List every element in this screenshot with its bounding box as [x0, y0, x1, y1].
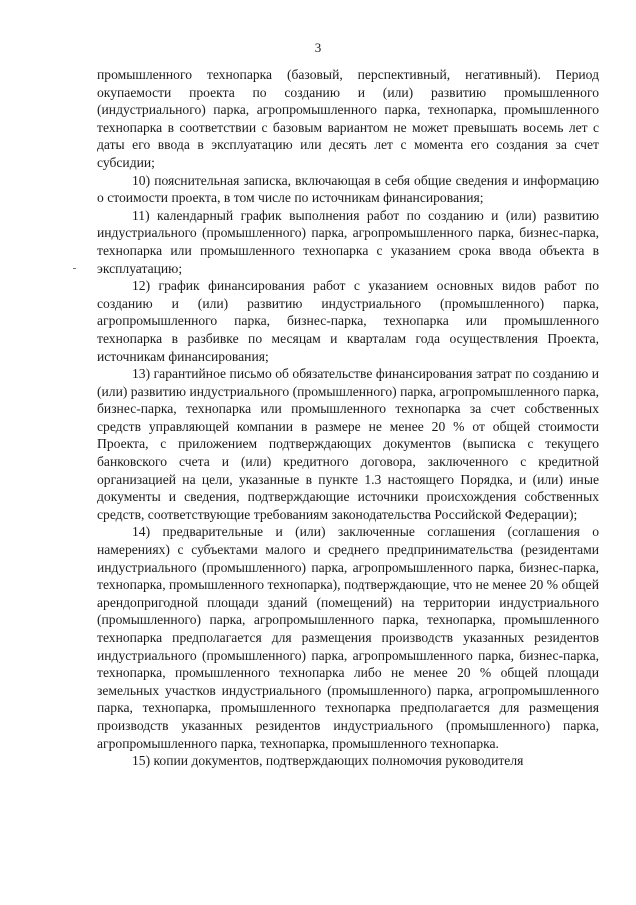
document-body	[97, 66, 599, 770]
paragraph-item-10: 10) пояснительная записка, включающая в себя общие сведения и информацию о стоимости проекта, в том числе по источникам финансирования;	[97, 172, 599, 206]
paragraph-continuation: промышленного технопарка (базовый, перспективный, негативный). Период окупаемости проекта по созданию и (или) развитию промышленного (индустриального) парка, агропромышленного парка, технопарка, промышленного технопарка в соответствии с базовым вариантом не может превышать восемь лет с даты его ввода в эксплуатацию или десять лет с момента его создания за счет субсидии;	[97, 67, 599, 170]
paragraph-item-15: 15) копии документов, подтверждающих полномочия руководителя	[132, 753, 524, 769]
paragraph-item-12: 12) график финансирования работ с указанием основных видов работ по созданию и (или) развитию индустриального (промышленного) парка, агропромышленного парка, бизнес-парка, технопарка или промышленного технопарка в разбивке по месяцам и кварталам года осуществления Проекта, источникам финансирования;	[97, 278, 599, 364]
margin-mark	[73, 268, 76, 269]
paragraph-item-13: 13) гарантийное письмо об обязательстве финансирования затрат по созданию и (или) развитию индустриального (промышленного) парка, агропромышленного парка, бизнес-парка, технопарка или промышленного технопарка за счет собственных средств управляющей компании в размере не менее 20 % от общей стоимости Проекта, с приложением подтверждающих документов (выписка с текущего банковского счета и (или) кредитного договора, заключенного с кредитной организацией на цели, указанные в пункте 1.3 настоящего Порядка, и (или) иные документы и сведения, подтверждающие источники происхождения собственных средств, соответствующие требованиям законодательства Российской Федерации);	[97, 366, 599, 522]
paragraph-item-11: 11) календарный график выполнения работ по созданию и (или) развитию индустриального (промышленного) парка, агропромышленного парка, бизнес-парка, технопарка или промышленного технопарка с указанием срока ввода объекта в эксплуатацию;	[97, 207, 599, 276]
paragraph-item-14: 14) предварительные и (или) заключенные соглашения (соглашения о намерениях) с субъектами малого и среднего предпринимательства (резидентами индустриального (промышленного) парка, агропромышленного парка, бизнес-парка, технопарка, промышленного технопарка), подтверждающие, что не менее 20 % общей арендопригодной площади зданий (помещений) на территории индустриального (промышленного) парка, агропромышленного парка, технопарка, промышленного технопарка предполагается для размещения производств указанных резидентов индустриального (промышленного) парка, агропромышленного парка, бизнес-парка, технопарка, промышленного технопарка либо не менее 20 % общей площади земельных участков индустриального (промышленного) парка, агропромышленного парка, технопарка, промышленного технопарка предполагается для размещения производств указанных резидентов индустриального (промышленного) парка, агропромышленного парка, технопарка, промышленного технопарка.	[97, 524, 599, 751]
page-number: 3	[314, 40, 322, 55]
